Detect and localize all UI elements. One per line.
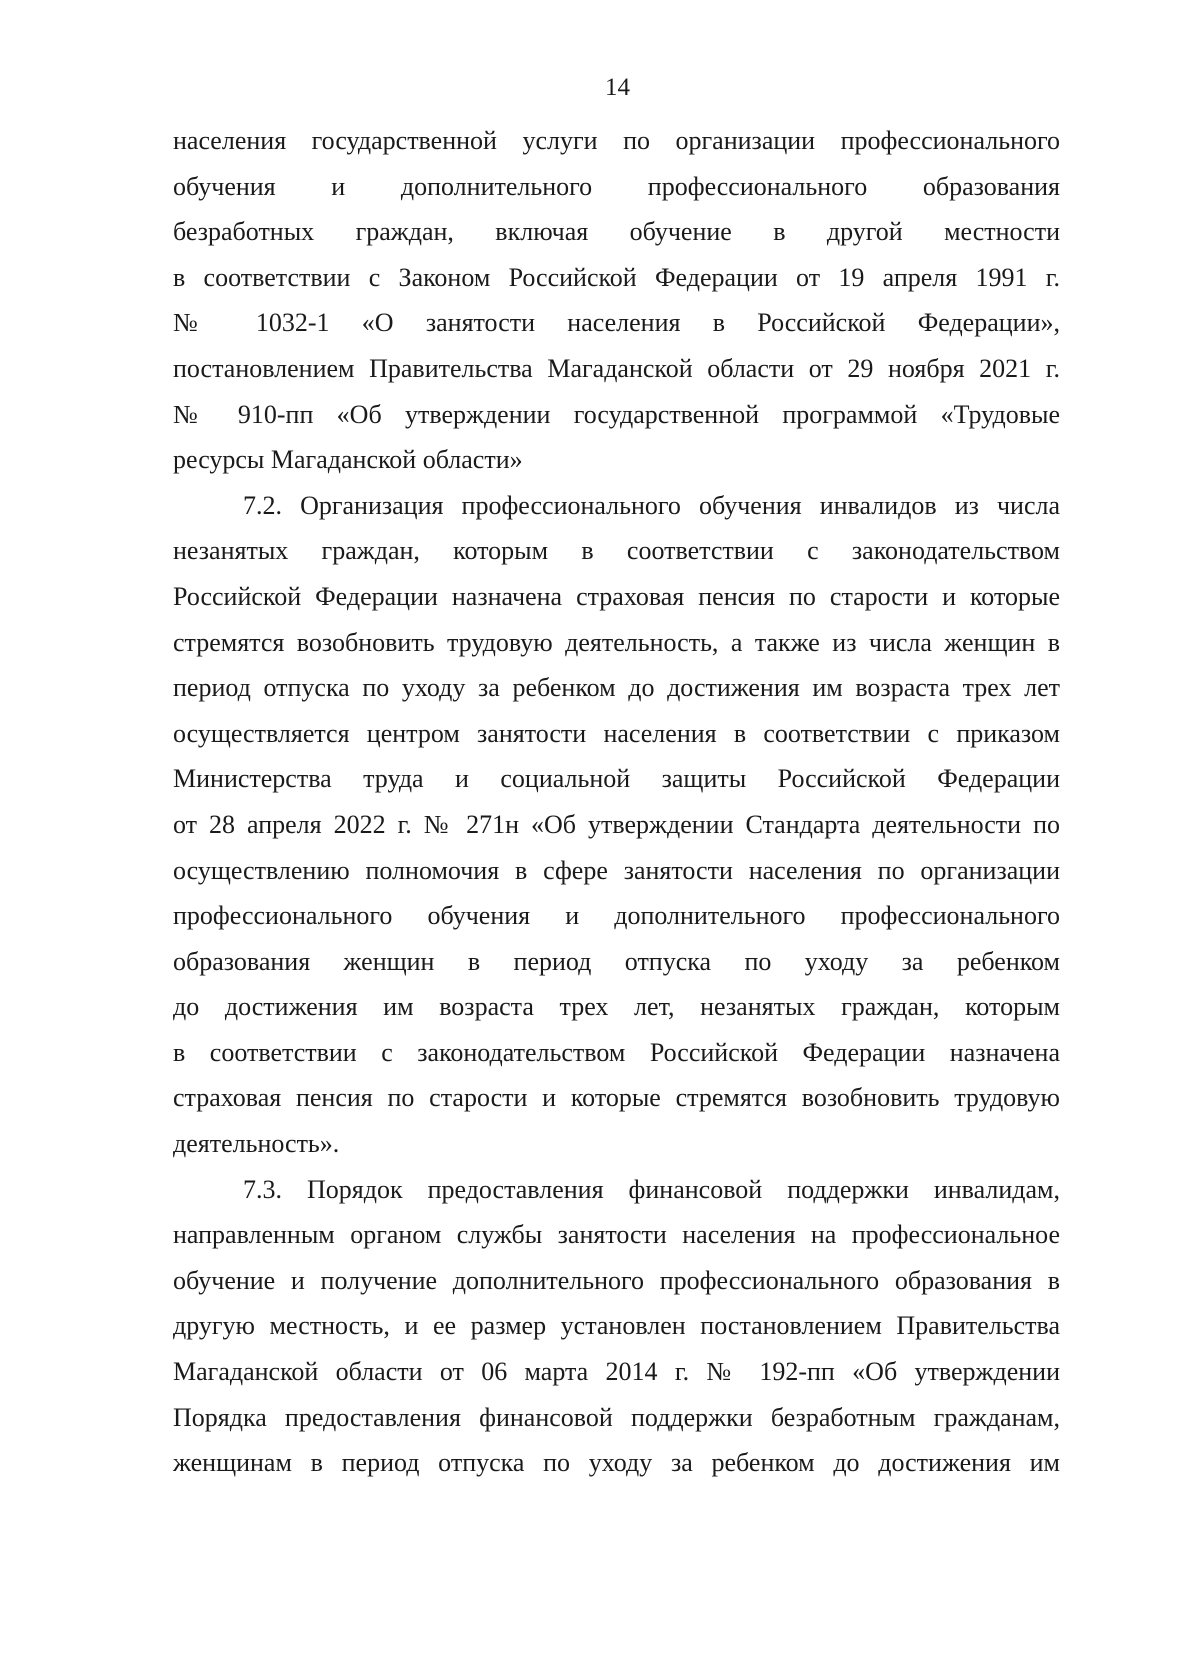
page-number: 14 <box>605 74 630 101</box>
text-line: в соответствии с законодательством Российской Федерации назначена <box>173 1037 1060 1067</box>
text-line: незанятых граждан, которым в соответствии с законодательством <box>173 536 1060 566</box>
text-line: направленным органом службы занятости населения на профессиональное <box>173 1220 1060 1250</box>
text-line: другую местность, и ее размер установлен постановлением Правительства <box>173 1311 1060 1341</box>
text-line: 7.2. Организация профессионального обучения инвалидов из числа <box>243 490 1060 520</box>
text-line: стремятся возобновить трудовую деятельность, а также из числа женщин в <box>173 627 1060 657</box>
text-line: постановлением Правительства Магаданской области от 29 ноября 2021 г. <box>173 353 1060 383</box>
text-line: осуществляется центром занятости населения в соответствии с приказом <box>173 718 1060 748</box>
text-line: страховая пенсия по старости и которые стремятся возобновить трудовую <box>173 1083 1060 1113</box>
text-line: № 910-пп «Об утверждении государственной программой «Трудовые <box>173 399 1060 429</box>
text-line: Министерства труда и социальной защиты Российской Федерации <box>173 764 1060 794</box>
text-line: ресурсы Магаданской области» <box>173 445 523 475</box>
text-line: безработных граждан, включая обучение в другой местности <box>173 217 1060 247</box>
text-line: профессионального обучения и дополнительного профессионального <box>173 901 1060 931</box>
text-line: от 28 апреля 2022 г. № 271н «Об утверждении Стандарта деятельности по <box>173 809 1060 839</box>
text-line: населения государственной услуги по организации профессионального <box>173 126 1060 155</box>
text-line: Магаданской области от 06 марта 2014 г. № 192-пп «Об утверждении <box>173 1357 1060 1387</box>
text-line: № 1032-1 «О занятости населения в Российской Федерации», <box>173 308 1060 338</box>
paragraph-7-3 <box>173 1167 1060 1486</box>
text-line: деятельность». <box>173 1129 340 1159</box>
text-line: обучение и получение дополнительного профессионального образования в <box>173 1265 1060 1295</box>
text-line: период отпуска по уходу за ребенком до достижения им возраста трех лет <box>173 673 1060 703</box>
text-line: осуществлению полномочия в сфере занятости населения по организации <box>173 855 1060 885</box>
text-line: образования женщин в период отпуска по уходу за ребенком <box>173 946 1060 976</box>
paragraph-1 <box>173 118 1060 483</box>
text-line: Российской Федерации назначена страховая пенсия по старости и которые <box>173 581 1060 611</box>
text-line: 7.3. Порядок предоставления финансовой поддержки инвалидам, <box>243 1174 1060 1204</box>
text-line: до достижения им возраста трех лет, незанятых граждан, которым <box>173 992 1060 1022</box>
text-line: Порядка предоставления финансовой поддержки безработным гражданам, <box>173 1402 1060 1432</box>
paragraph-7-2 <box>173 483 1060 1167</box>
text-line: женщинам в период отпуска по уходу за ребенком до достижения им <box>173 1448 1060 1478</box>
document-body <box>173 118 1060 1486</box>
text-line: в соответствии с Законом Российской Федерации от 19 апреля 1991 г. <box>173 262 1060 292</box>
text-line: обучения и дополнительного профессионального образования <box>173 171 1060 201</box>
